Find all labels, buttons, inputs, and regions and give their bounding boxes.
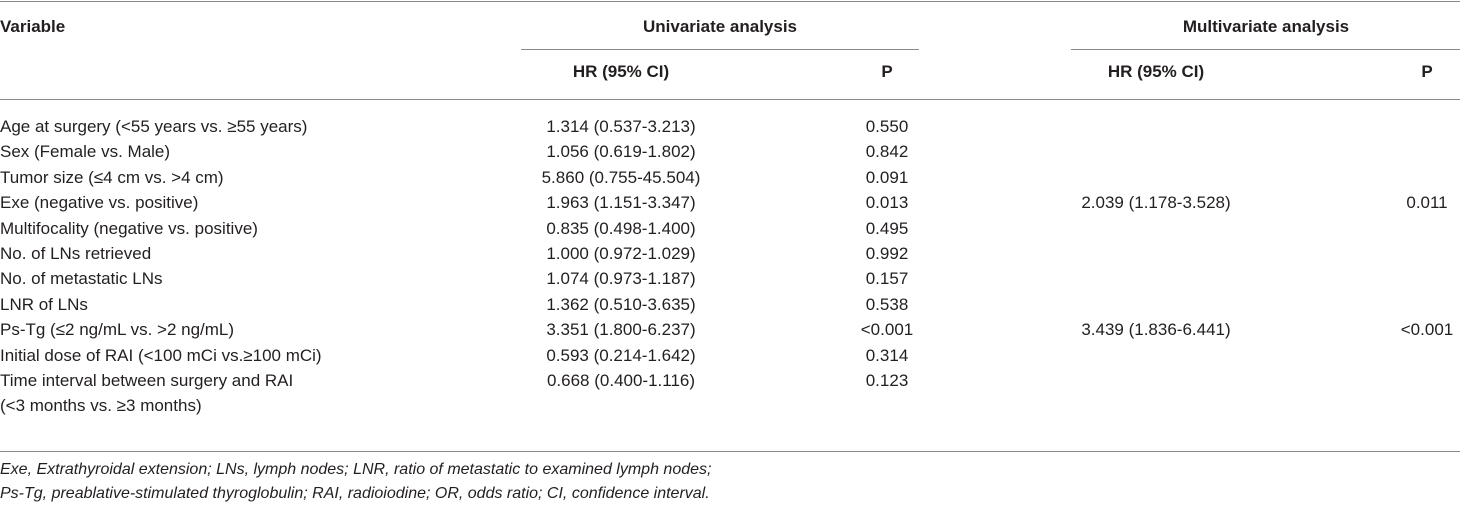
cell-univariate-p: 0.550: [865, 117, 909, 136]
header-uni-p: P: [881, 62, 893, 81]
header-univariate: Univariate analysis: [642, 17, 798, 36]
cell-univariate-p: 0.538: [865, 295, 909, 314]
cell-univariate-hr: 1.056 (0.619-1.802): [546, 142, 696, 161]
cell-variable: No. of LNs retrieved: [0, 244, 152, 263]
cell-variable: Time interval between surgery and RAI: [0, 371, 294, 390]
cell-univariate-hr: 1.074 (0.973-1.187): [546, 269, 696, 288]
cell-multivariate-p: <0.001: [1400, 320, 1454, 339]
cell-variable: Tumor size (≤4 cm vs. >4 cm): [0, 168, 224, 187]
header-uni-hr: HR (95% CI): [572, 62, 670, 81]
cell-univariate-p: 0.992: [865, 244, 909, 263]
cell-variable: No. of metastatic LNs: [0, 269, 163, 288]
cell-univariate-hr: 5.860 (0.755-45.504): [541, 168, 701, 187]
cell-univariate-hr: 1.963 (1.151-3.347): [546, 193, 696, 212]
cell-univariate-p: 0.495: [865, 219, 909, 238]
header-multivariate: Multivariate analysis: [1182, 17, 1350, 36]
table-bottom-rule: [0, 451, 1460, 452]
cell-multivariate-p: 0.011: [1406, 193, 1448, 212]
cell-univariate-p: 0.157: [865, 269, 909, 288]
footnote-line-2: Ps-Tg, preablative-stimulated thyroglobulin; RAI, radioiodine; OR, odds ratio; CI, confidence interval.: [0, 485, 710, 502]
cell-variable: Age at surgery (<55 years vs. ≥55 years): [0, 117, 308, 136]
cell-multivariate-hr: 3.439 (1.836-6.441): [1081, 320, 1231, 339]
cell-variable: Ps-Tg (≤2 ng/mL vs. >2 ng/mL): [0, 320, 235, 339]
header-variable: Variable: [0, 17, 66, 36]
header-multi-hr: HR (95% CI): [1107, 62, 1205, 81]
header-bottom-rule: [0, 99, 1460, 100]
cell-variable: Multifocality (negative vs. positive): [0, 219, 258, 238]
cell-variable: (<3 months vs. ≥3 months): [0, 396, 202, 415]
cell-univariate-p: 0.842: [865, 142, 909, 161]
header-multi-p: P: [1421, 62, 1433, 81]
cell-variable: Sex (Female vs. Male): [0, 142, 171, 161]
footnote-line-1: Exe, Extrathyroidal extension; LNs, lymph nodes; LNR, ratio of metastatic to examined lymph nodes;: [0, 461, 712, 478]
cell-univariate-p: 0.091: [865, 168, 909, 187]
cell-univariate-p: 0.123: [865, 371, 909, 390]
cell-univariate-p: 0.013: [865, 193, 909, 212]
cell-univariate-hr: 0.593 (0.214-1.642): [546, 346, 696, 365]
cell-variable: Initial dose of RAI (<100 mCi vs.≥100 mCi): [0, 346, 322, 365]
cell-variable: Exe (negative vs. positive): [0, 193, 199, 212]
cell-univariate-hr: 1.314 (0.537-3.213): [546, 117, 696, 136]
cell-multivariate-hr: 2.039 (1.178-3.528): [1081, 193, 1231, 212]
multivariate-group-rule: [1071, 49, 1460, 50]
cell-univariate-hr: 1.000 (0.972-1.029): [546, 244, 696, 263]
cell-univariate-p: <0.001: [860, 320, 914, 339]
cell-univariate-hr: 1.362 (0.510-3.635): [546, 295, 696, 314]
cell-univariate-hr: 3.351 (1.800-6.237): [546, 320, 696, 339]
table-top-rule: [0, 1, 1460, 2]
cell-univariate-p: 0.314: [865, 346, 909, 365]
cell-univariate-hr: 0.835 (0.498-1.400): [546, 219, 696, 238]
univariate-group-rule: [521, 49, 919, 50]
cell-univariate-hr: 0.668 (0.400-1.116): [546, 371, 696, 390]
cell-variable: LNR of LNs: [0, 295, 88, 314]
